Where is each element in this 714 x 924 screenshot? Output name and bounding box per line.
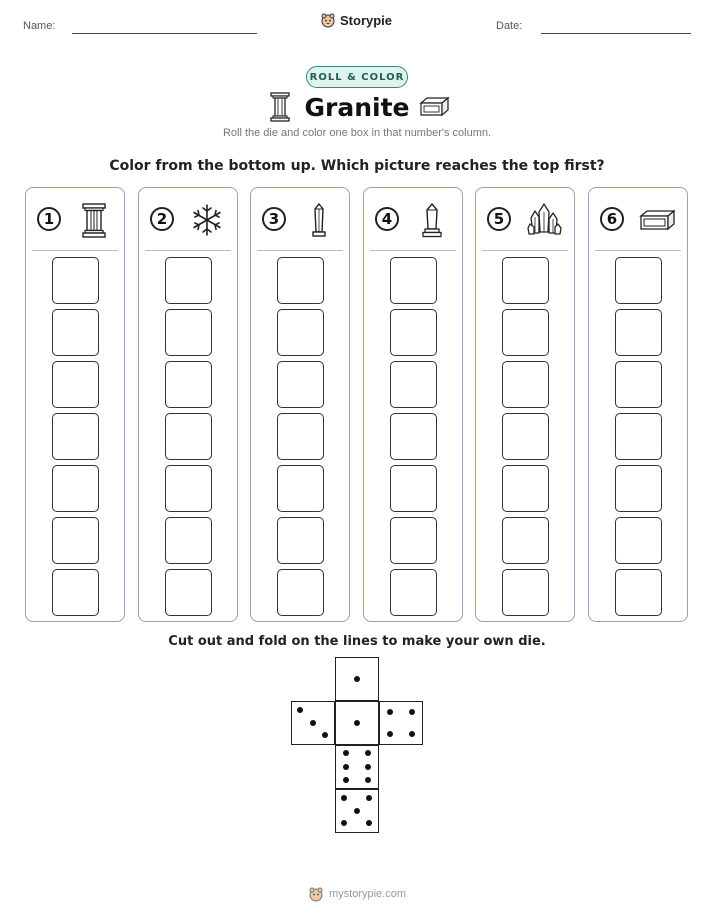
color-box[interactable] bbox=[165, 257, 212, 304]
storypie-mascot-icon bbox=[308, 886, 324, 902]
column-number: 4 bbox=[375, 207, 399, 231]
die-pip bbox=[322, 732, 328, 738]
die-pip bbox=[343, 764, 349, 770]
color-box[interactable] bbox=[277, 569, 324, 616]
color-box[interactable] bbox=[615, 517, 662, 564]
die-pip bbox=[366, 795, 372, 801]
die-pip bbox=[297, 707, 303, 713]
color-box[interactable] bbox=[615, 257, 662, 304]
snowflake-icon bbox=[189, 202, 225, 238]
die-pip bbox=[354, 808, 360, 814]
die-pip bbox=[365, 777, 371, 783]
color-box[interactable] bbox=[390, 309, 437, 356]
die-pip bbox=[310, 720, 316, 726]
color-box[interactable] bbox=[52, 517, 99, 564]
color-box[interactable] bbox=[52, 257, 99, 304]
die-face-3 bbox=[291, 701, 335, 745]
column-divider bbox=[595, 250, 681, 251]
color-box[interactable] bbox=[165, 361, 212, 408]
color-box[interactable] bbox=[165, 569, 212, 616]
color-box[interactable] bbox=[277, 413, 324, 460]
color-box[interactable] bbox=[52, 569, 99, 616]
color-box[interactable] bbox=[502, 517, 549, 564]
granite-slab-icon bbox=[418, 96, 450, 118]
date-field[interactable] bbox=[541, 33, 691, 34]
color-box[interactable] bbox=[52, 413, 99, 460]
die-pip bbox=[343, 750, 349, 756]
die-pip bbox=[341, 795, 347, 801]
column-divider bbox=[32, 250, 118, 251]
roll-column-2 bbox=[138, 187, 238, 622]
page-title: Granite bbox=[304, 93, 410, 122]
color-box[interactable] bbox=[165, 517, 212, 564]
color-box[interactable] bbox=[502, 465, 549, 512]
color-box[interactable] bbox=[277, 465, 324, 512]
footer bbox=[0, 886, 714, 902]
die-pip bbox=[354, 676, 360, 682]
brand-name: Storypie bbox=[340, 12, 393, 28]
page-subtitle: Roll the die and color one box in that number's column. bbox=[222, 127, 492, 139]
color-box[interactable] bbox=[615, 309, 662, 356]
color-box[interactable] bbox=[502, 413, 549, 460]
color-box[interactable] bbox=[390, 517, 437, 564]
color-box[interactable] bbox=[165, 413, 212, 460]
color-box[interactable] bbox=[277, 257, 324, 304]
die-face-4 bbox=[379, 701, 423, 745]
date-label: Date: bbox=[496, 20, 523, 32]
color-box[interactable] bbox=[165, 465, 212, 512]
color-box[interactable] bbox=[165, 309, 212, 356]
color-box[interactable] bbox=[615, 569, 662, 616]
column-divider bbox=[257, 250, 343, 251]
color-box[interactable] bbox=[502, 361, 549, 408]
column-number: 3 bbox=[262, 207, 286, 231]
color-box[interactable] bbox=[615, 361, 662, 408]
granite-slab-icon bbox=[639, 202, 675, 238]
color-box[interactable] bbox=[52, 309, 99, 356]
footer-url: mystorypie.com bbox=[328, 888, 407, 900]
color-box[interactable] bbox=[615, 413, 662, 460]
die-pip bbox=[387, 731, 393, 737]
cut-instruction: Cut out and fold on the lines to make your own die. bbox=[168, 634, 546, 649]
crystal-cluster-icon bbox=[526, 202, 562, 238]
die-face-5 bbox=[335, 789, 379, 833]
die-pip bbox=[354, 720, 360, 726]
color-box[interactable] bbox=[390, 569, 437, 616]
color-instruction: Color from the bottom up. Which picture reaches the top first? bbox=[109, 158, 605, 174]
column-divider bbox=[145, 250, 231, 251]
die-pip bbox=[409, 709, 415, 715]
column-number: 5 bbox=[487, 207, 511, 231]
column-number: 1 bbox=[37, 207, 61, 231]
roll-column-3 bbox=[250, 187, 350, 622]
column-divider bbox=[370, 250, 456, 251]
color-box[interactable] bbox=[277, 309, 324, 356]
color-box[interactable] bbox=[390, 257, 437, 304]
obelisk-icon bbox=[301, 202, 337, 238]
color-box[interactable] bbox=[390, 361, 437, 408]
roll-column-1 bbox=[25, 187, 125, 622]
color-box[interactable] bbox=[502, 257, 549, 304]
color-box[interactable] bbox=[52, 465, 99, 512]
die-pip bbox=[366, 820, 372, 826]
name-label: Name: bbox=[23, 20, 56, 32]
die-pip bbox=[343, 777, 349, 783]
storypie-mascot-icon bbox=[320, 12, 336, 28]
monument-icon bbox=[414, 202, 450, 238]
name-field[interactable] bbox=[72, 33, 257, 34]
color-box[interactable] bbox=[52, 361, 99, 408]
die-pip bbox=[387, 709, 393, 715]
column-number: 6 bbox=[600, 207, 624, 231]
die-face-1 bbox=[335, 701, 379, 745]
roll-column-4 bbox=[363, 187, 463, 622]
die-pip bbox=[409, 731, 415, 737]
die-pip bbox=[341, 820, 347, 826]
brand-logo bbox=[320, 12, 392, 28]
color-box[interactable] bbox=[390, 465, 437, 512]
die-pip bbox=[365, 750, 371, 756]
color-box[interactable] bbox=[502, 569, 549, 616]
die-pip bbox=[365, 764, 371, 770]
column-pillar-icon bbox=[76, 202, 112, 238]
column-divider bbox=[482, 250, 568, 251]
die-face-1 bbox=[335, 657, 379, 701]
color-box[interactable] bbox=[277, 517, 324, 564]
color-box[interactable] bbox=[390, 413, 437, 460]
roll-column-6 bbox=[588, 187, 688, 622]
color-box[interactable] bbox=[502, 309, 549, 356]
roll-column-5 bbox=[475, 187, 575, 622]
column-number: 2 bbox=[150, 207, 174, 231]
die-face-6 bbox=[335, 745, 379, 789]
color-box[interactable] bbox=[277, 361, 324, 408]
roll-color-badge: ROLL & COLOR bbox=[306, 66, 408, 88]
color-box[interactable] bbox=[615, 465, 662, 512]
